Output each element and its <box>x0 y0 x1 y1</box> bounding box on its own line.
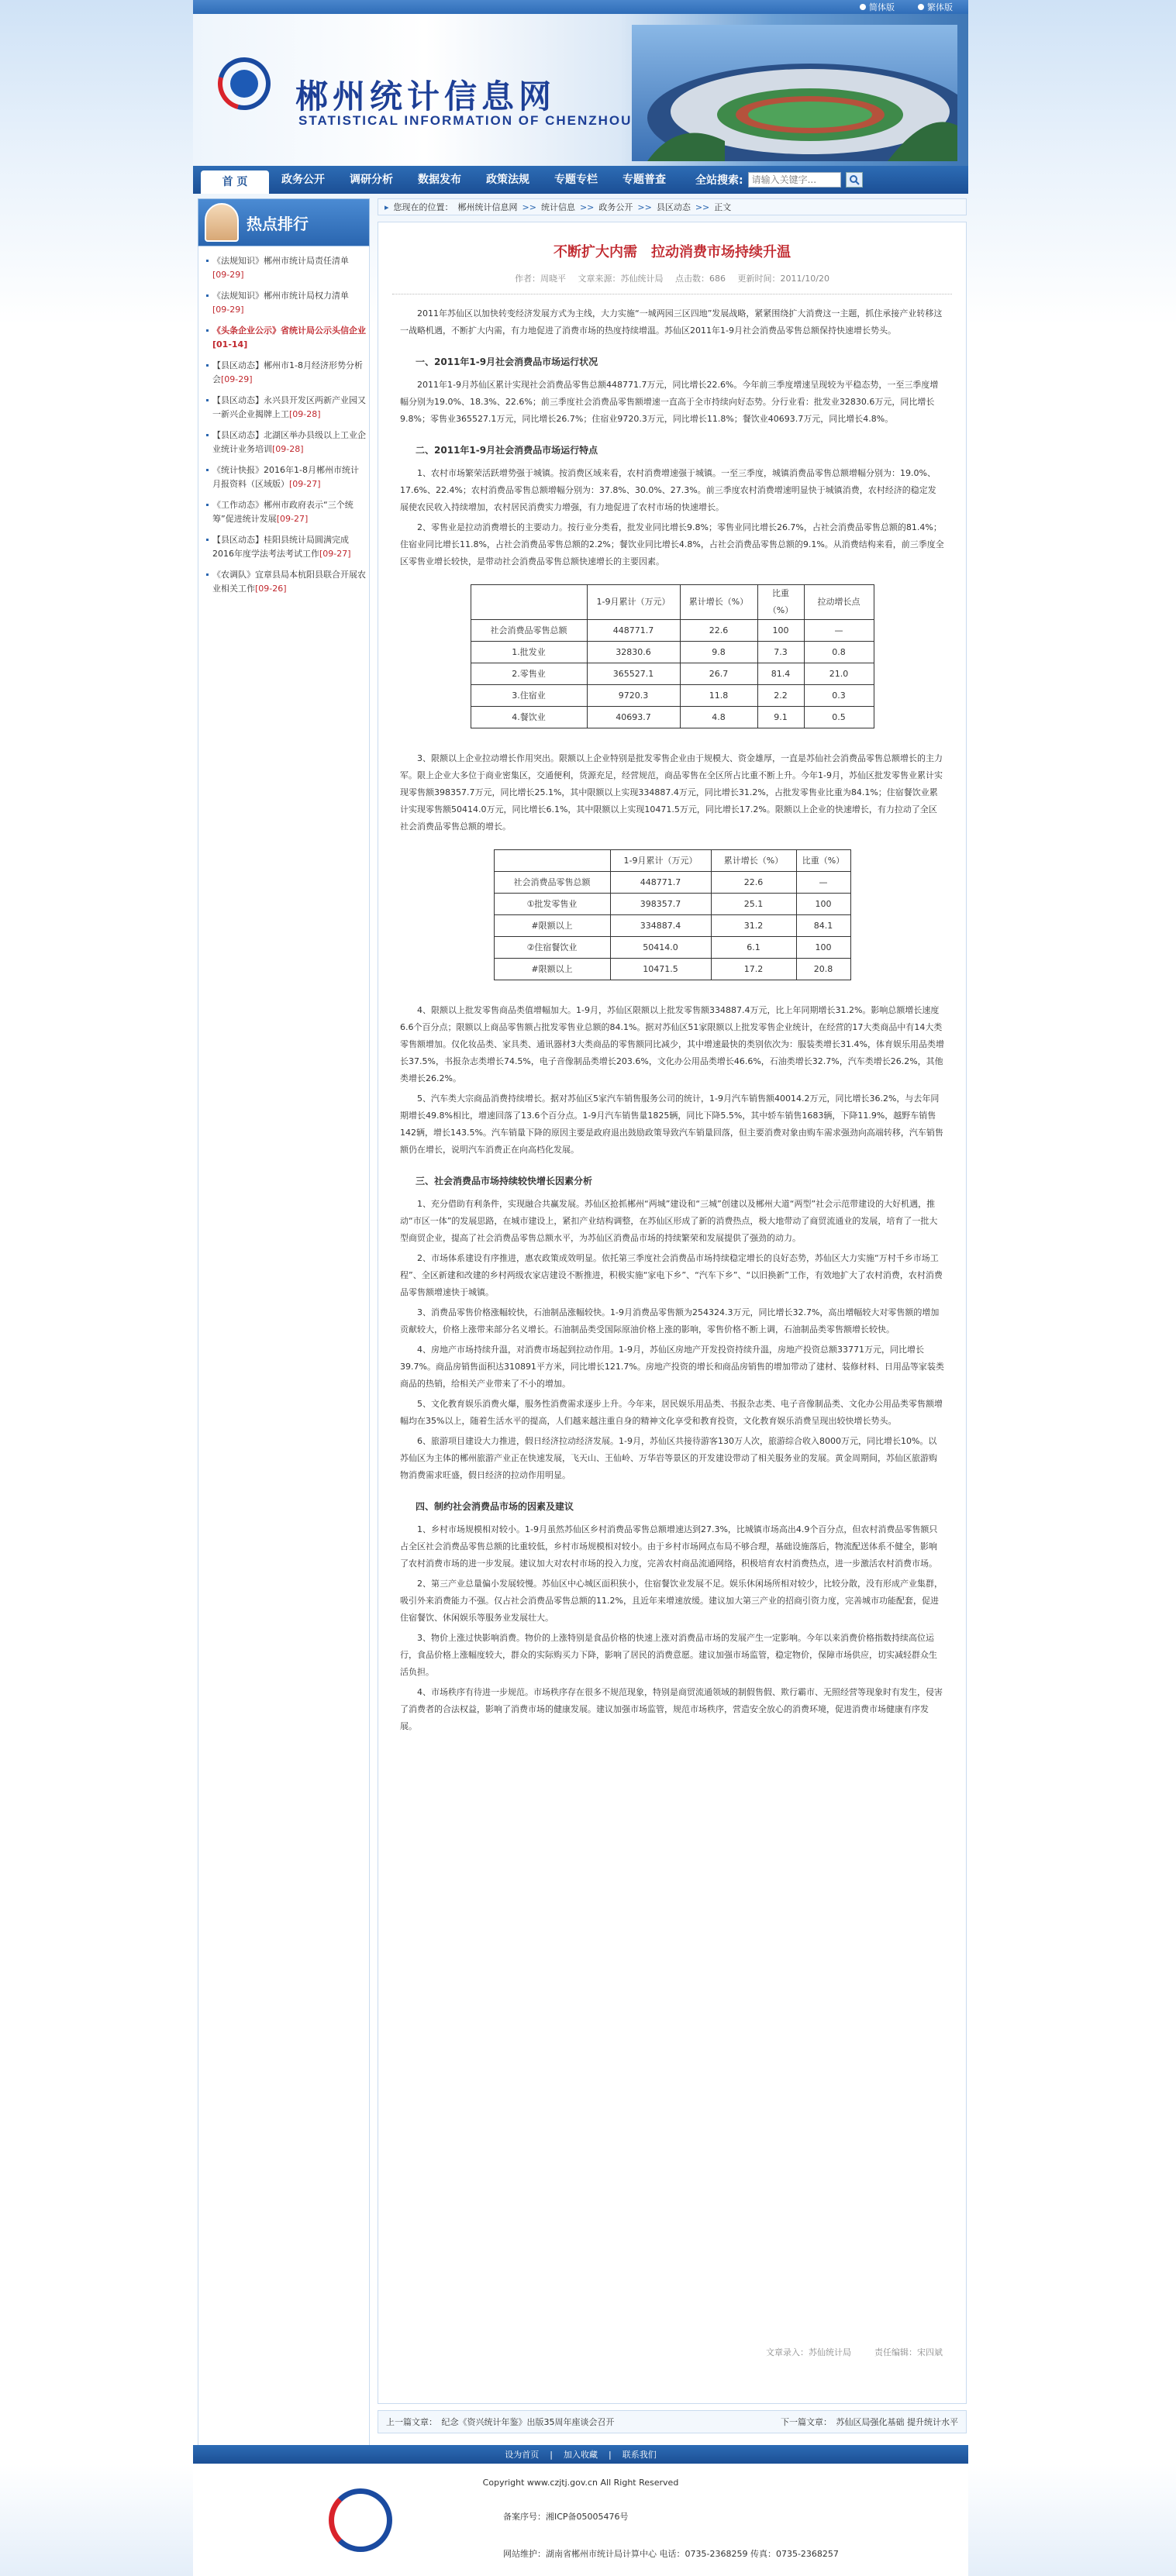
hot-item[interactable]: 【县区动态】桂阳县统计局圆满完成2016年度学法考法考试工作[09-27] <box>206 533 366 561</box>
article-footer <box>766 2346 943 2358</box>
search-icon <box>849 174 860 185</box>
table-row: 社会消费品零售总额 448771.7 22.6 100 — <box>471 620 874 642</box>
site-banner <box>193 14 968 166</box>
copyright: Copyright www.czjtj.gov.cn All Right Reserved <box>482 2478 679 2488</box>
section-heading: 三、社会消费品市场持续较快增长因素分析 <box>416 1176 593 1186</box>
table-row: #限额以上 334887.4 31.2 84.1 <box>494 915 850 937</box>
contact-us-link[interactable]: 联系我们 <box>622 2450 657 2460</box>
footer-logo-icon <box>329 2488 392 2552</box>
paragraph: 3、物价上涨过快影响消费。物价的上涨特别是食品价格的快速上涨对消费品市场的发展产生一定影响。今年以来消费价格指数持续高位运行，食品价格上涨幅度较大，群众的实际购买力下降，影响了居民的消费意愿。建议加强市场监管，稳定物价，保障市场供应，切实减轻群众生活负担。 <box>400 1633 937 1677</box>
next-article-link[interactable]: 下一篇文章： 苏仙区局强化基础 提升统计水平 <box>781 2417 958 2427</box>
simplified-icon <box>860 4 866 10</box>
content-column <box>378 198 967 2463</box>
search-label: 全站搜索: <box>695 174 743 187</box>
paragraph: 2、第三产业总量偏小发展较慢。苏仙区中心城区面积狭小，住宿餐饮业发展不足。娱乐休闲场所相对较少，比较分散，没有形成产业集群，吸引外来消费能力不强。仅占社会消费品零售总额的11.2%，且近年来增速放缓。建议加大第三产业的招商引资力度，完善城市功能配套，促进住宿餐饮、休闲娱乐等服务业发展壮大。 <box>400 1579 943 1623</box>
prev-article-link[interactable]: 上一篇文章： 纪念《资兴统计年鉴》出版35周年座谈会召开 <box>386 2417 615 2427</box>
hot-item[interactable]: 【县区动态】北湖区举办县级以上工业企业统计业务培训[09-28] <box>206 429 366 456</box>
sidebar-title: 热点排行 <box>247 214 309 233</box>
paragraph: 1、充分借助有利条件，实现融合共赢发展。苏仙区抢抓郴州“两城”建设和“三城”创建以及郴州大道“两型”社会示范带建设的大好机遇，推动“市区一体”的发展思路，在城市建设上，紧扣产业结构调整，在苏仙区形成了新的消费热点，极大地带动了商贸流通业的发展，培育了一批大型商贸企业，提高了社会消费品零售总额水平，为苏仙区消费品市场的持续繁荣和发展提供了强劲的动力。 <box>400 1199 938 1243</box>
nav-special-columns[interactable]: 专题专栏 <box>554 174 598 186</box>
table-header-row: 1-9月累计（万元） 累计增长（%） 比重（%） <box>494 850 850 872</box>
paragraph: 2、市场体系建设有序推进，惠农政策成效明显。依托第三季度社会消费品市场持续稳定增长的良好态势，苏仙区大力实施“万村千乡市场工程”、全区新建和改建的乡村两级农家店建设不断推进，积极实施“家电下乡”、“汽车下乡”、“以旧换新”工作，有效地扩大了农村消费，农村消费品零售额增速快于城镇。 <box>400 1253 943 1297</box>
sidebar <box>198 198 370 2463</box>
paragraph: 2、零售业是拉动消费增长的主要动力。按行业分类看，批发业同比增长9.8%；零售业同比增长26.7%，占社会消费品零售总额的81.4%；住宿业同比增长11.8%，占社会消费品零售总额的2.2%；餐饮业同比增长4.8%，占社会消费品零售总额的9.1%。从消费结构来看，前三季度全区零售业增长较快，是带动社会消费品零售总额快速增长的主要因素。 <box>400 522 944 567</box>
simplified-chinese-link[interactable] <box>860 1 895 13</box>
table-row: #限额以上 10471.5 17.2 20.8 <box>494 959 850 980</box>
nav-home[interactable]: 首 页 <box>201 170 269 194</box>
hot-item[interactable]: 《工作动态》郴州市政府表示“三个统筹”促进统计发展[09-27] <box>206 498 366 526</box>
sidebar-person-icon <box>205 203 239 242</box>
main-nav <box>193 166 968 194</box>
add-favorite-link[interactable]: 加入收藏 <box>564 2450 598 2460</box>
paragraph: 4、限额以上批发零售商品类值增幅加大。1-9月，苏仙区限额以上批发零售额334887.4万元，比上年同期增长31.2%。影响总额增长速度6.6个百分点；限额以上商品零售额占批发零售业总额的84.1%。据对苏仙区51家限额以上批发零售企业统计，在经营的17大类商品中有14大类零售额增加。仅化妆品类、家具类、通讯器材3大类商品的零售额同比减少，其中增速最快的类别依次为：服装类增长31.4%，体育娱乐用品类增长37.5%，书报杂志类增长74.5%，电子音像制品类增长203.6%，文化办公用品类增长46.6%，石油类增长32.7%，汽车类增长26.2%，其他类增长26.2%。 <box>400 1005 944 1083</box>
breadcrumb-link[interactable]: 政务公开 <box>598 202 633 212</box>
hot-list <box>198 246 370 2463</box>
traditional-chinese-link[interactable] <box>918 1 953 13</box>
stadium-image <box>632 25 957 161</box>
paragraph: 4、市场秩序有待进一步规范。市场秩序存在很多不规范现象，特别是商贸流通领域的制假售假、欺行霸市、无照经营等现象时有发生，侵害了消费者的合法权益，影响了消费市场的健康发展。建议加强市场监管，规范市场秩序，营造安全放心的消费环境，促进消费市场健康有序发展。 <box>400 1687 943 1731</box>
paragraph: 2011年1-9月苏仙区累计实现社会消费品零售总额448771.7万元，同比增长22.6%。今年前三季度增速呈现较为平稳态势，一至三季度增幅分别为19.0%、18.3%、22.6%；前三季度社会消费品零售额增速一直高于全市持续向好态势。分行业看：批发业32830.6万元，同比增长9.8%；零售业365527.1万元，同比增长26.7%；住宿业9720.3万元，同比增长11.8%；餐饮业40693.7万元，同比增长4.8%。 <box>400 380 939 424</box>
top-bar <box>193 0 968 14</box>
breadcrumb-link[interactable]: 县区动态 <box>656 202 691 212</box>
maintainer-info: 网站维护：湖南省郴州市统计局计算中心 电话：0735-2368259 传真：0735-2368257 <box>503 2549 839 2559</box>
footer-separator: | <box>550 2449 553 2460</box>
hot-item[interactable]: 《农调队》宜章县局本杭阳县联合开展农业相关工作[09-26] <box>206 568 366 596</box>
breadcrumb: ▸ 您现在的位置： 郴州统计信息网 >> 统计信息 >> 政务公开 >> 县区动态 >> 正文 <box>378 198 967 215</box>
hot-item[interactable]: 《统计快报》2016年1-8月郴州市统计月报资料（区域版）[09-27] <box>206 463 366 491</box>
table-row: 4.餐饮业 40693.7 4.8 9.1 0.5 <box>471 707 874 728</box>
article <box>378 222 967 2404</box>
prev-next-nav <box>378 2410 967 2433</box>
section-heading: 一、2011年1-9月社会消费品市场运行状况 <box>416 356 598 367</box>
section-heading: 四、制约社会消费品市场的因素及建议 <box>416 1501 574 1512</box>
breadcrumb-current: 正文 <box>714 202 732 212</box>
nav-census[interactable]: 专题普查 <box>622 174 666 186</box>
quota-table <box>494 849 851 980</box>
article-title: 不断扩大内需 拉动消费市场持续升温 <box>554 244 791 260</box>
simplified-label: 简体版 <box>869 2 895 12</box>
site-footer <box>193 2464 968 2576</box>
nav-policy-regulations[interactable]: 政策法规 <box>486 174 529 186</box>
icp-number: 备案序号：湘ICP备05005476号 <box>503 2512 629 2522</box>
traditional-icon <box>918 4 924 10</box>
breadcrumb-link[interactable]: 郴州统计信息网 <box>457 202 518 212</box>
sidebar-header <box>198 198 370 246</box>
traditional-label: 繁体版 <box>927 2 953 12</box>
site-title: 郴州统计信息网 <box>295 80 557 115</box>
paragraph: 4、房地产市场持续升温，对消费市场起到拉动作用。1-9月，苏仙区房地产开发投资持续升温，房地产投资总额33771万元，同比增长39.7%。商品房销售面积达310891平方米，同比增长121.7%。房地产投资的增长和商品房销售的增加带动了建材、装修材料、日用品等家装类商品的热销，给相关产业带来了不小的增加。 <box>400 1345 944 1389</box>
site-wrapper <box>193 0 968 2559</box>
paragraph: 3、消费品零售价格涨幅较快，石油制品涨幅较快。1-9月消费品零售额为254324.3万元，同比增长32.7%，高出增幅较大对零售额的增加贡献较大，价格上涨带来部分名义增长。石油制品类受国际原油价格上涨的影响，零售价格不断上调，石油制品类零售额增长较快。 <box>400 1307 940 1334</box>
breadcrumb-link[interactable]: 统计信息 <box>540 202 575 212</box>
footer-links <box>193 2445 968 2464</box>
nav-government-affairs[interactable]: 政务公开 <box>281 174 325 186</box>
search-input[interactable] <box>748 172 841 188</box>
article-meta: 作者：周晓平 文章来源：苏仙统计局 点击数：686 更新时间：2011/10/20 <box>392 272 952 294</box>
paragraph: 1、农村市场繁荣活跃增势强于城镇。按消费区域来看，农村消费增速强于城镇。一至三季度，城镇消费品零售总额增幅分别为：19.0%、17.6%、22.4%；农村消费品零售总额增幅分别为：37.8%、30.0%、27.3%。前三季度农村消费增速明显快于城镇消费，农村经济的稳定发展使农民收入持续增加，农村居民消费实力增强，有力地促进了农村市场的快速增长。 <box>400 468 936 512</box>
breadcrumb-arrow-icon: ▸ <box>385 201 389 212</box>
site-subtitle: STATISTICAL INFORMATION OF CHENZHOU <box>298 113 633 128</box>
search-button[interactable] <box>846 172 863 188</box>
footer-separator: | <box>609 2449 612 2460</box>
site-logo-core <box>230 70 258 98</box>
paragraph: 3、限额以上企业拉动增长作用突出。限额以上企业特别是批发零售企业由于规模大、资金雄厚，一直是苏仙社会消费品零售总额增长的主力军。限上企业大多位于商业密集区，交通便利，货源充足，经营规范，商品零售在全区所占比重不断上升。今年1-9月，苏仙区批发零售业累计实现零售额398357.7万元，同比增长25.1%，其中限额以上实现334887.4万元，同比增长31.2%，占批发零售业比重为84.1%；住宿餐饮业累计实现零售额50414.0万元，同比增长6.1%，其中限额以上实现10471.5万元，同比增长17.2%。限额以上企业的快速增长，有力拉动了全区社会消费品零售总额的增长。 <box>400 753 943 832</box>
article-source: 文章录入：苏仙统计局 <box>766 2347 851 2357</box>
hot-item[interactable]: 《法规知识》郴州市统计局权力清单[09-29] <box>206 289 366 317</box>
paragraph: 2011年苏仙区以加快转变经济发展方式为主线，大力实施“一城两园三区四地”发展战略，紧紧围绕扩大消费这一主题，抓住承接产业转移这一战略机遇，不断扩大内需，有力地促进了消费市场的热度持续增温。苏仙区2011年1-9月社会消费品零售总额保持快速增长势头。 <box>400 308 943 336</box>
hot-item[interactable]: 【县区动态】永兴县开发区两新产业园又一新兴企业揭牌上工[09-28] <box>206 394 366 422</box>
set-homepage-link[interactable]: 设为首页 <box>505 2450 540 2460</box>
article-editor: 责任编辑：宋四斌 <box>874 2347 943 2357</box>
breadcrumb-prefix: 您现在的位置： <box>393 202 454 212</box>
table-row: 2.零售业 365527.1 26.7 81.4 21.0 <box>471 663 874 685</box>
nav-data-release[interactable]: 数据发布 <box>418 174 461 186</box>
paragraph: 1、乡村市场规模相对较小。1-9月虽然苏仙区乡村消费品零售总额增速达到27.3%，比城镇市场高出4.9个百分点，但农村消费品零售额只占全区社会消费品零售总额的比重较低，乡村市场规模相对较小。由于乡村市场网点布局不够合理，基础设施落后，物流配送体系不健全，影响了农村消费市场的进一步发展。建议加大对农村市场的投入力度，完善农村商品流通网络，积极培育农村消费热点，进一步激活农村消费市场。 <box>400 1524 938 1569</box>
table-row: 社会消费品零售总额 448771.7 22.6 — <box>494 872 850 894</box>
table-header-row: 1-9月累计（万元） 累计增长（%） 比重（%） 拉动增长点 <box>471 585 874 620</box>
hot-item[interactable]: 《头条企业公示》省统计局公示头信企业[01-14] <box>206 324 366 352</box>
table-row: 3.住宿业 9720.3 11.8 2.2 0.3 <box>471 685 874 707</box>
nav-research-analysis[interactable]: 调研分析 <box>350 174 393 186</box>
paragraph: 5、汽车类大宗商品消费持续增长。据对苏仙区5家汽车销售服务公司的统计，1-9月汽车销售额40014.2万元，同比增长36.2%，与去年同期增长49.8%相比，增速回落了13.6个百分点。1-9月汽车销售量1825辆，同比下降5.5%，其中轿车销售1683辆，下降11.9%，越野车销售142辆，增长143.5%。汽车销量下降的原因主要是政府退出鼓励政策导致汽车销量回落，但主要消费对象由购车需求强劲向高端转移，汽车销售额仍在增长，说明汽车消费正在向高档化发展。 <box>400 1093 943 1155</box>
site-search <box>695 172 863 188</box>
table-row: 1.批发业 32830.6 9.8 7.3 0.8 <box>471 642 874 663</box>
paragraph: 6、旅游项目建设大力推进，假日经济拉动经济发展。1-9月，苏仙区共接待游客130万人次，旅游综合收入8000万元，同比增长10%。以苏仙区为主体的郴州旅游产业正在快速发展，飞天山、王仙岭、万华岩等景区的开发建设带动了相关服务业的发展。黄金周期间，苏仙区旅游购物消费需求旺盛，假日经济的拉动作用明显。 <box>400 1436 937 1480</box>
hot-item[interactable]: 《法规知识》郴州市统计局责任清单[09-29] <box>206 254 366 282</box>
hot-item[interactable]: 【县区动态】郴州市1-8月经济形势分析会[09-29] <box>206 359 366 387</box>
section-heading: 二、2011年1-9月社会消费品市场运行特点 <box>416 445 598 456</box>
table-row: ②住宿餐饮业 50414.0 6.1 100 <box>494 937 850 959</box>
industry-table <box>471 584 874 728</box>
paragraph: 5、文化教育娱乐消费火爆，服务性消费需求逐步上升。今年来，居民娱乐用品类、书报杂志类、电子音像制品类、文化办公用品类零售额增幅均在35%以上，随着生活水平的提高，人们越来越注重自身的精神文化享受和教育投资，文化教育娱乐消费呈现出较快增长势头。 <box>400 1399 943 1426</box>
article-body <box>392 305 952 1735</box>
table-row: ①批发零售业 398357.7 25.1 100 <box>494 894 850 915</box>
main-area <box>193 198 968 2463</box>
